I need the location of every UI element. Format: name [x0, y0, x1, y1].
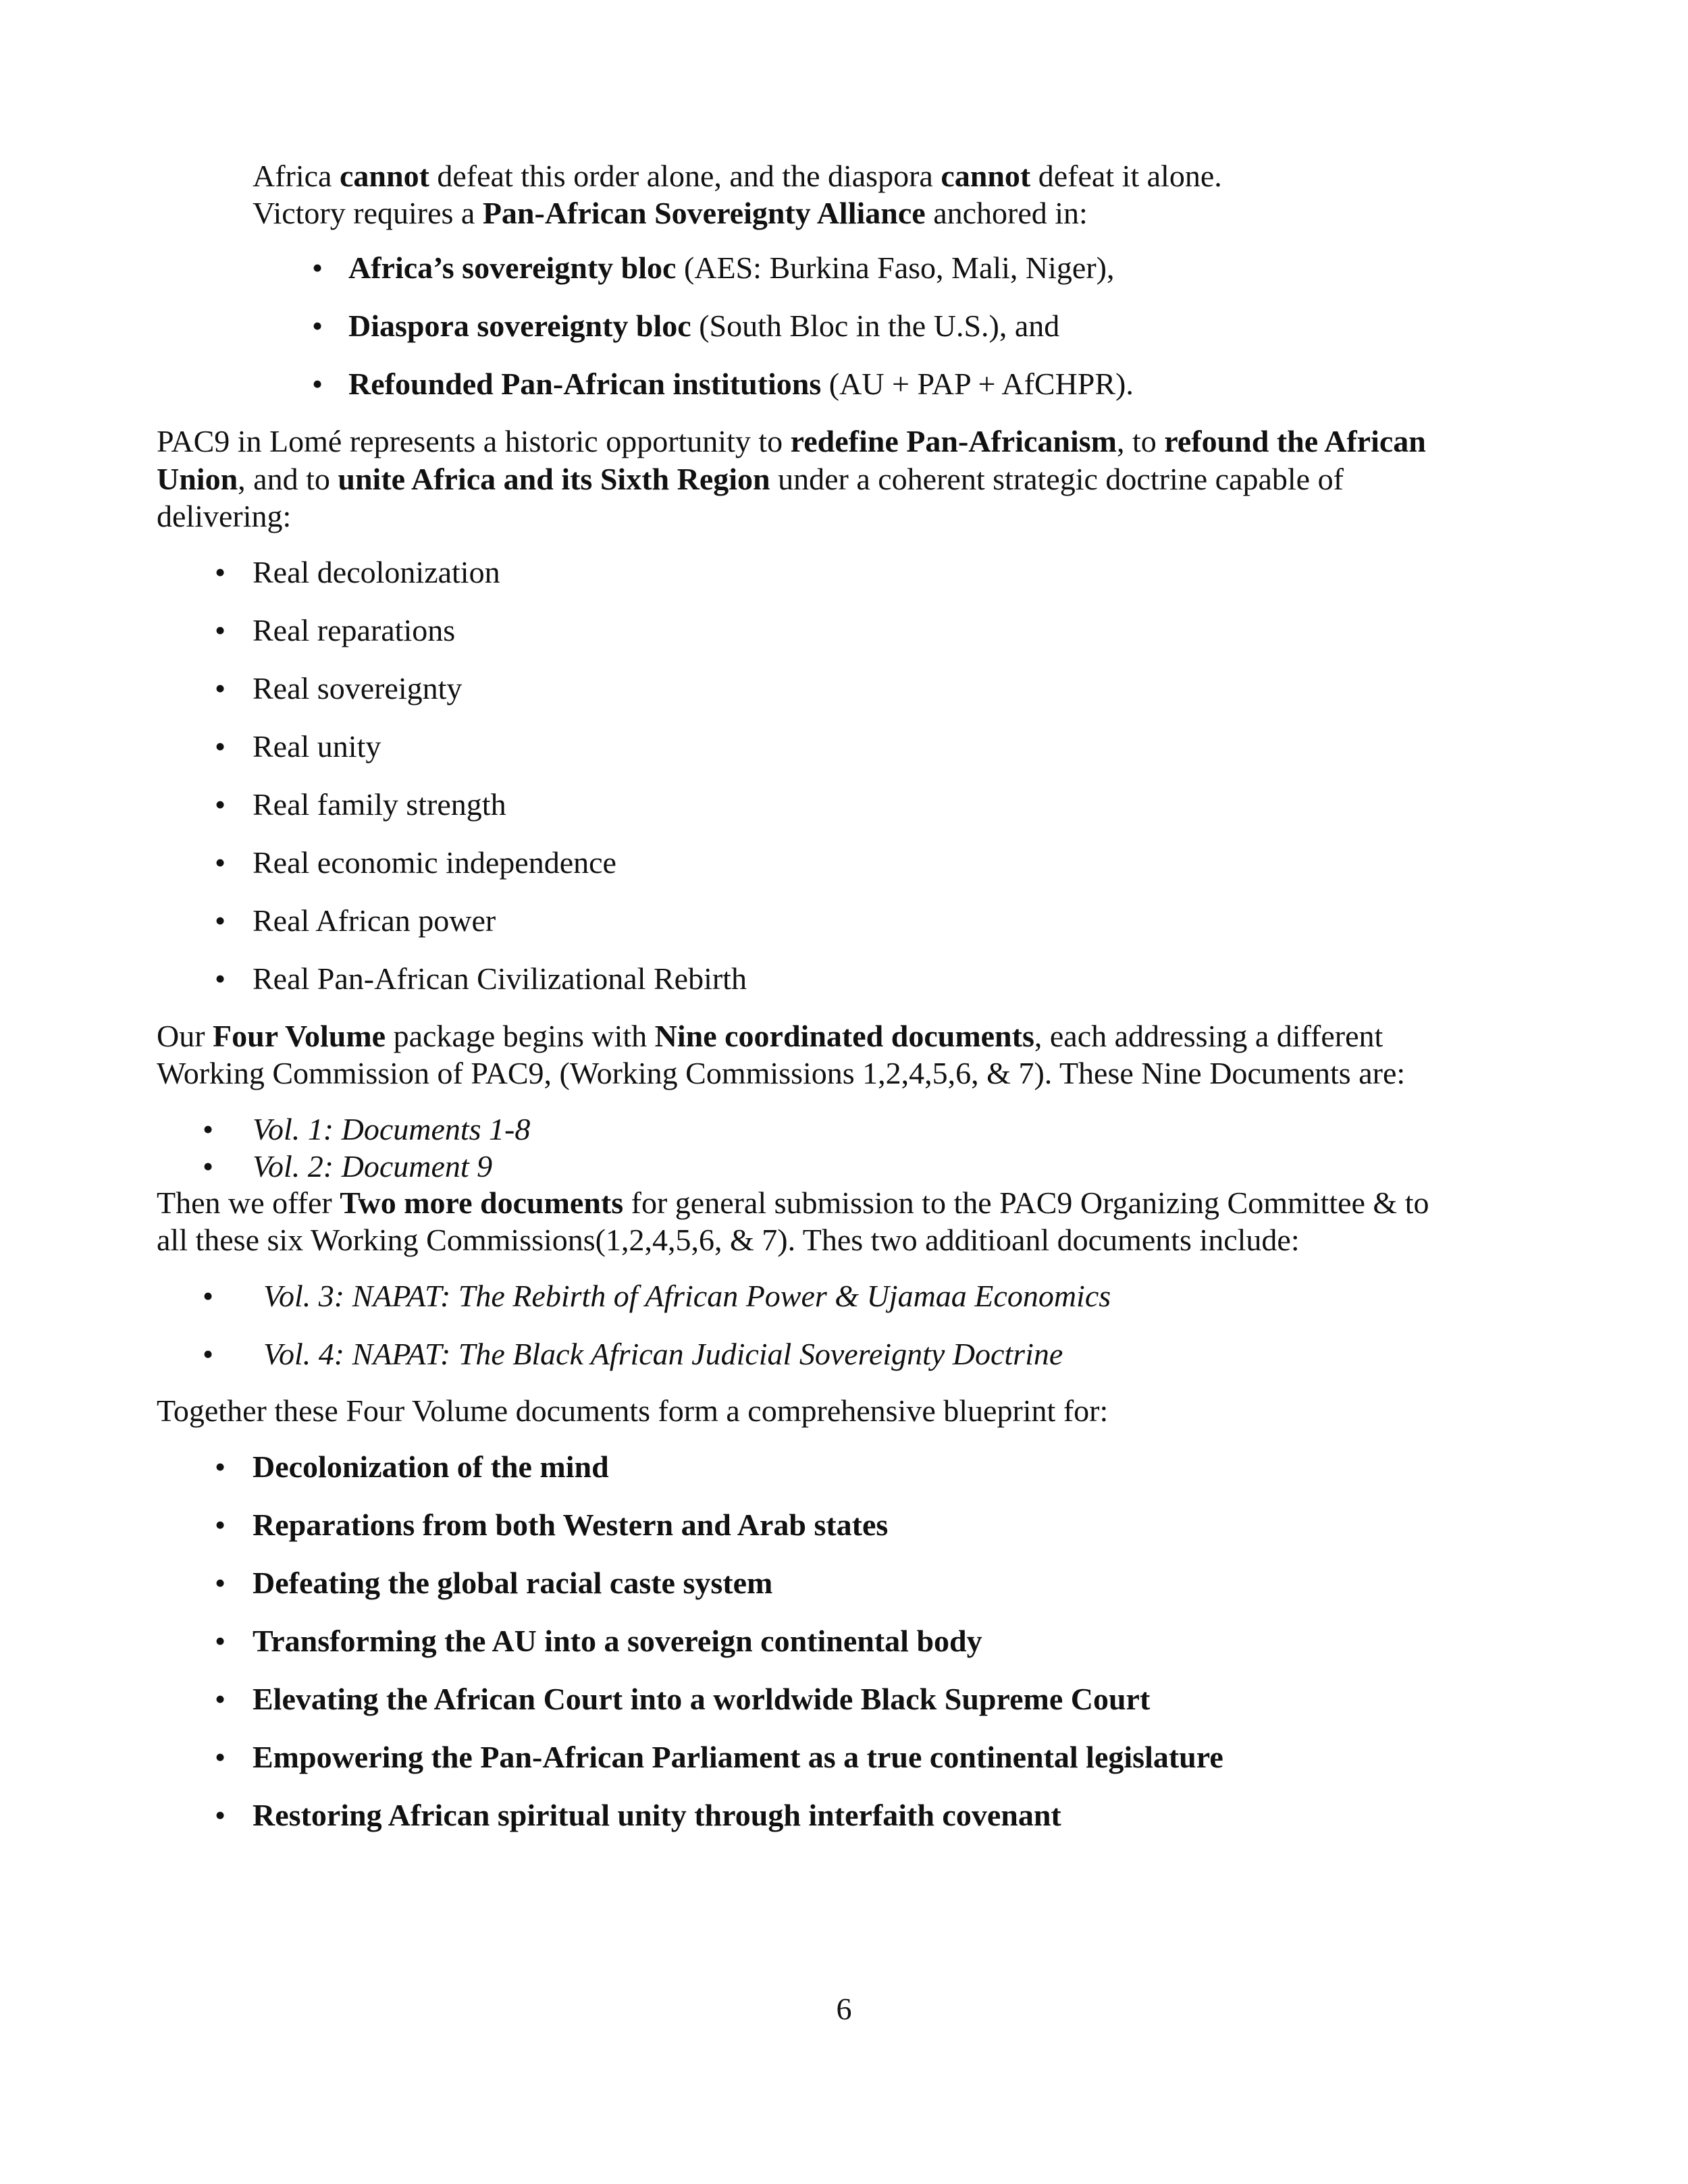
- bullet-marker: •: [215, 787, 226, 822]
- more-paragraph-line-1: [157, 1184, 1429, 1222]
- text-run: Africa: [253, 159, 340, 193]
- text-run: Our: [157, 1019, 213, 1053]
- bullet-marker: •: [215, 671, 226, 705]
- bold-text: Union: [157, 462, 238, 496]
- bold-text: Reparations from both Western and Arab states: [253, 1508, 889, 1542]
- blueprint-item: [253, 1506, 888, 1544]
- bullet-marker: •: [215, 1449, 226, 1484]
- volume-item: [263, 1335, 1063, 1373]
- bullet-marker: •: [203, 1337, 214, 1371]
- intro-line-1: [253, 157, 1222, 195]
- bullet-marker: •: [203, 1112, 214, 1146]
- package-paragraph-line-1: [157, 1017, 1383, 1055]
- bullet-marker: •: [215, 555, 226, 589]
- bold-text: cannot: [339, 159, 429, 193]
- bold-text: Four Volume: [213, 1019, 386, 1053]
- package-paragraph-line-2: Working Commission of PAC9, (Working Commissions 1,2,4,5,6, & 7). These Nine Documents are:: [157, 1056, 1406, 1090]
- volume-item: [253, 1111, 530, 1148]
- text-run: , to: [1117, 424, 1165, 458]
- italic-text: Vol. 2: Document 9: [253, 1149, 493, 1183]
- bullet-marker: •: [215, 903, 226, 938]
- bullet-marker: •: [215, 613, 226, 647]
- bold-text: Decolonization of the mind: [253, 1449, 609, 1484]
- bullet-marker: •: [215, 1682, 226, 1716]
- bold-text: Defeating the global racial caste system: [253, 1566, 773, 1600]
- delivering-item: Real decolonization: [253, 555, 500, 589]
- text-run: Victory requires a: [253, 196, 483, 230]
- bold-text: Nine coordinated documents: [654, 1019, 1034, 1053]
- together-line: Together these Four Volume documents form a comprehensive blueprint for:: [157, 1393, 1109, 1428]
- bullet-marker: •: [215, 1566, 226, 1600]
- delivering-item: Real unity: [253, 729, 381, 764]
- text-run: (AES: Burkina Faso, Mali, Niger),: [676, 250, 1115, 285]
- bullet-marker: •: [215, 961, 226, 996]
- italic-text: Vol. 1: Documents 1-8: [253, 1112, 531, 1146]
- bold-text: cannot: [941, 159, 1031, 193]
- blueprint-item: [253, 1622, 982, 1660]
- text-run: Then we offer: [157, 1186, 340, 1220]
- blueprint-item: [253, 1680, 1150, 1718]
- volume-item: [263, 1277, 1111, 1315]
- bullet-marker: •: [215, 1740, 226, 1774]
- blueprint-item: [253, 1796, 1061, 1834]
- bold-text: Transforming the AU into a sovereign continental body: [253, 1624, 982, 1658]
- bullet-marker: •: [312, 367, 323, 401]
- text-run: defeat it alone.: [1030, 159, 1222, 193]
- page-number: 6: [836, 1992, 852, 2026]
- pac9-paragraph-line-2: [157, 460, 1344, 498]
- bold-text: Diaspora sovereignty bloc: [348, 309, 691, 343]
- delivering-item: Real reparations: [253, 613, 456, 647]
- bold-text: Pan-African Sovereignty Alliance: [482, 196, 926, 230]
- bullet-marker: •: [215, 1798, 226, 1832]
- bold-text: unite Africa and its Sixth Region: [338, 462, 770, 496]
- alliance-item: [348, 307, 1059, 345]
- bullet-marker: •: [203, 1149, 214, 1183]
- bullet-marker: •: [203, 1279, 214, 1313]
- text-run: (South Bloc in the U.S.), and: [691, 309, 1060, 343]
- bold-text: Two more documents: [340, 1186, 624, 1220]
- delivering-item: Real sovereignty: [253, 671, 463, 705]
- bullet-marker: •: [215, 1508, 226, 1542]
- text-run: , and to: [238, 462, 338, 496]
- alliance-item: [348, 249, 1114, 287]
- bold-text: Empowering the Pan-African Parliament as a true continental legislature: [253, 1740, 1223, 1774]
- delivering-item: Real economic independence: [253, 845, 616, 880]
- delivering-item: Real African power: [253, 903, 496, 938]
- text-run: anchored in:: [925, 196, 1088, 230]
- text-run: under a coherent strategic doctrine capable of: [770, 462, 1344, 496]
- text-run: package begins with: [386, 1019, 655, 1053]
- bullet-marker: •: [312, 250, 323, 285]
- text-run: PAC9 in Lomé represents a historic opportunity to: [157, 424, 791, 458]
- bold-text: redefine Pan-Africanism: [790, 424, 1117, 458]
- text-run: (AU + PAP + AfCHPR).: [821, 367, 1134, 401]
- italic-text: Vol. 3: NAPAT: The Rebirth of African Power & Ujamaa Economics: [263, 1279, 1111, 1313]
- intro-line-2: [253, 194, 1088, 232]
- volume-item: [253, 1148, 492, 1186]
- bullet-marker: •: [215, 729, 226, 764]
- bold-text: Elevating the African Court into a worldwide Black Supreme Court: [253, 1682, 1151, 1716]
- bold-text: Refounded Pan-African institutions: [348, 367, 822, 401]
- blueprint-item: [253, 1564, 772, 1602]
- italic-text: Vol. 4: NAPAT: The Black African Judicial Sovereignty Doctrine: [263, 1337, 1063, 1371]
- alliance-item: [348, 365, 1134, 403]
- more-paragraph-line-2: all these six Working Commissions(1,2,4,5,6, & 7). Thes two additioanl documents include:: [157, 1223, 1300, 1257]
- delivering-item: Real Pan-African Civilizational Rebirth: [253, 961, 747, 996]
- bold-text: Restoring African spiritual unity through interfaith covenant: [253, 1798, 1061, 1832]
- text-run: , each addressing a different: [1034, 1019, 1383, 1053]
- bold-text: refound the African: [1164, 424, 1426, 458]
- bullet-marker: •: [215, 1624, 226, 1658]
- text-run: for general submission to the PAC9 Organizing Committee & to: [623, 1186, 1429, 1220]
- pac9-paragraph-line-3: delivering:: [157, 499, 292, 533]
- bullet-marker: •: [312, 309, 323, 343]
- bullet-marker: •: [215, 845, 226, 880]
- pac9-paragraph-line-1: [157, 423, 1426, 460]
- delivering-item: Real family strength: [253, 787, 506, 822]
- blueprint-item: [253, 1448, 609, 1486]
- blueprint-item: [253, 1738, 1223, 1776]
- text-run: defeat this order alone, and the diaspora: [429, 159, 941, 193]
- bold-text: Africa’s sovereignty bloc: [348, 250, 677, 285]
